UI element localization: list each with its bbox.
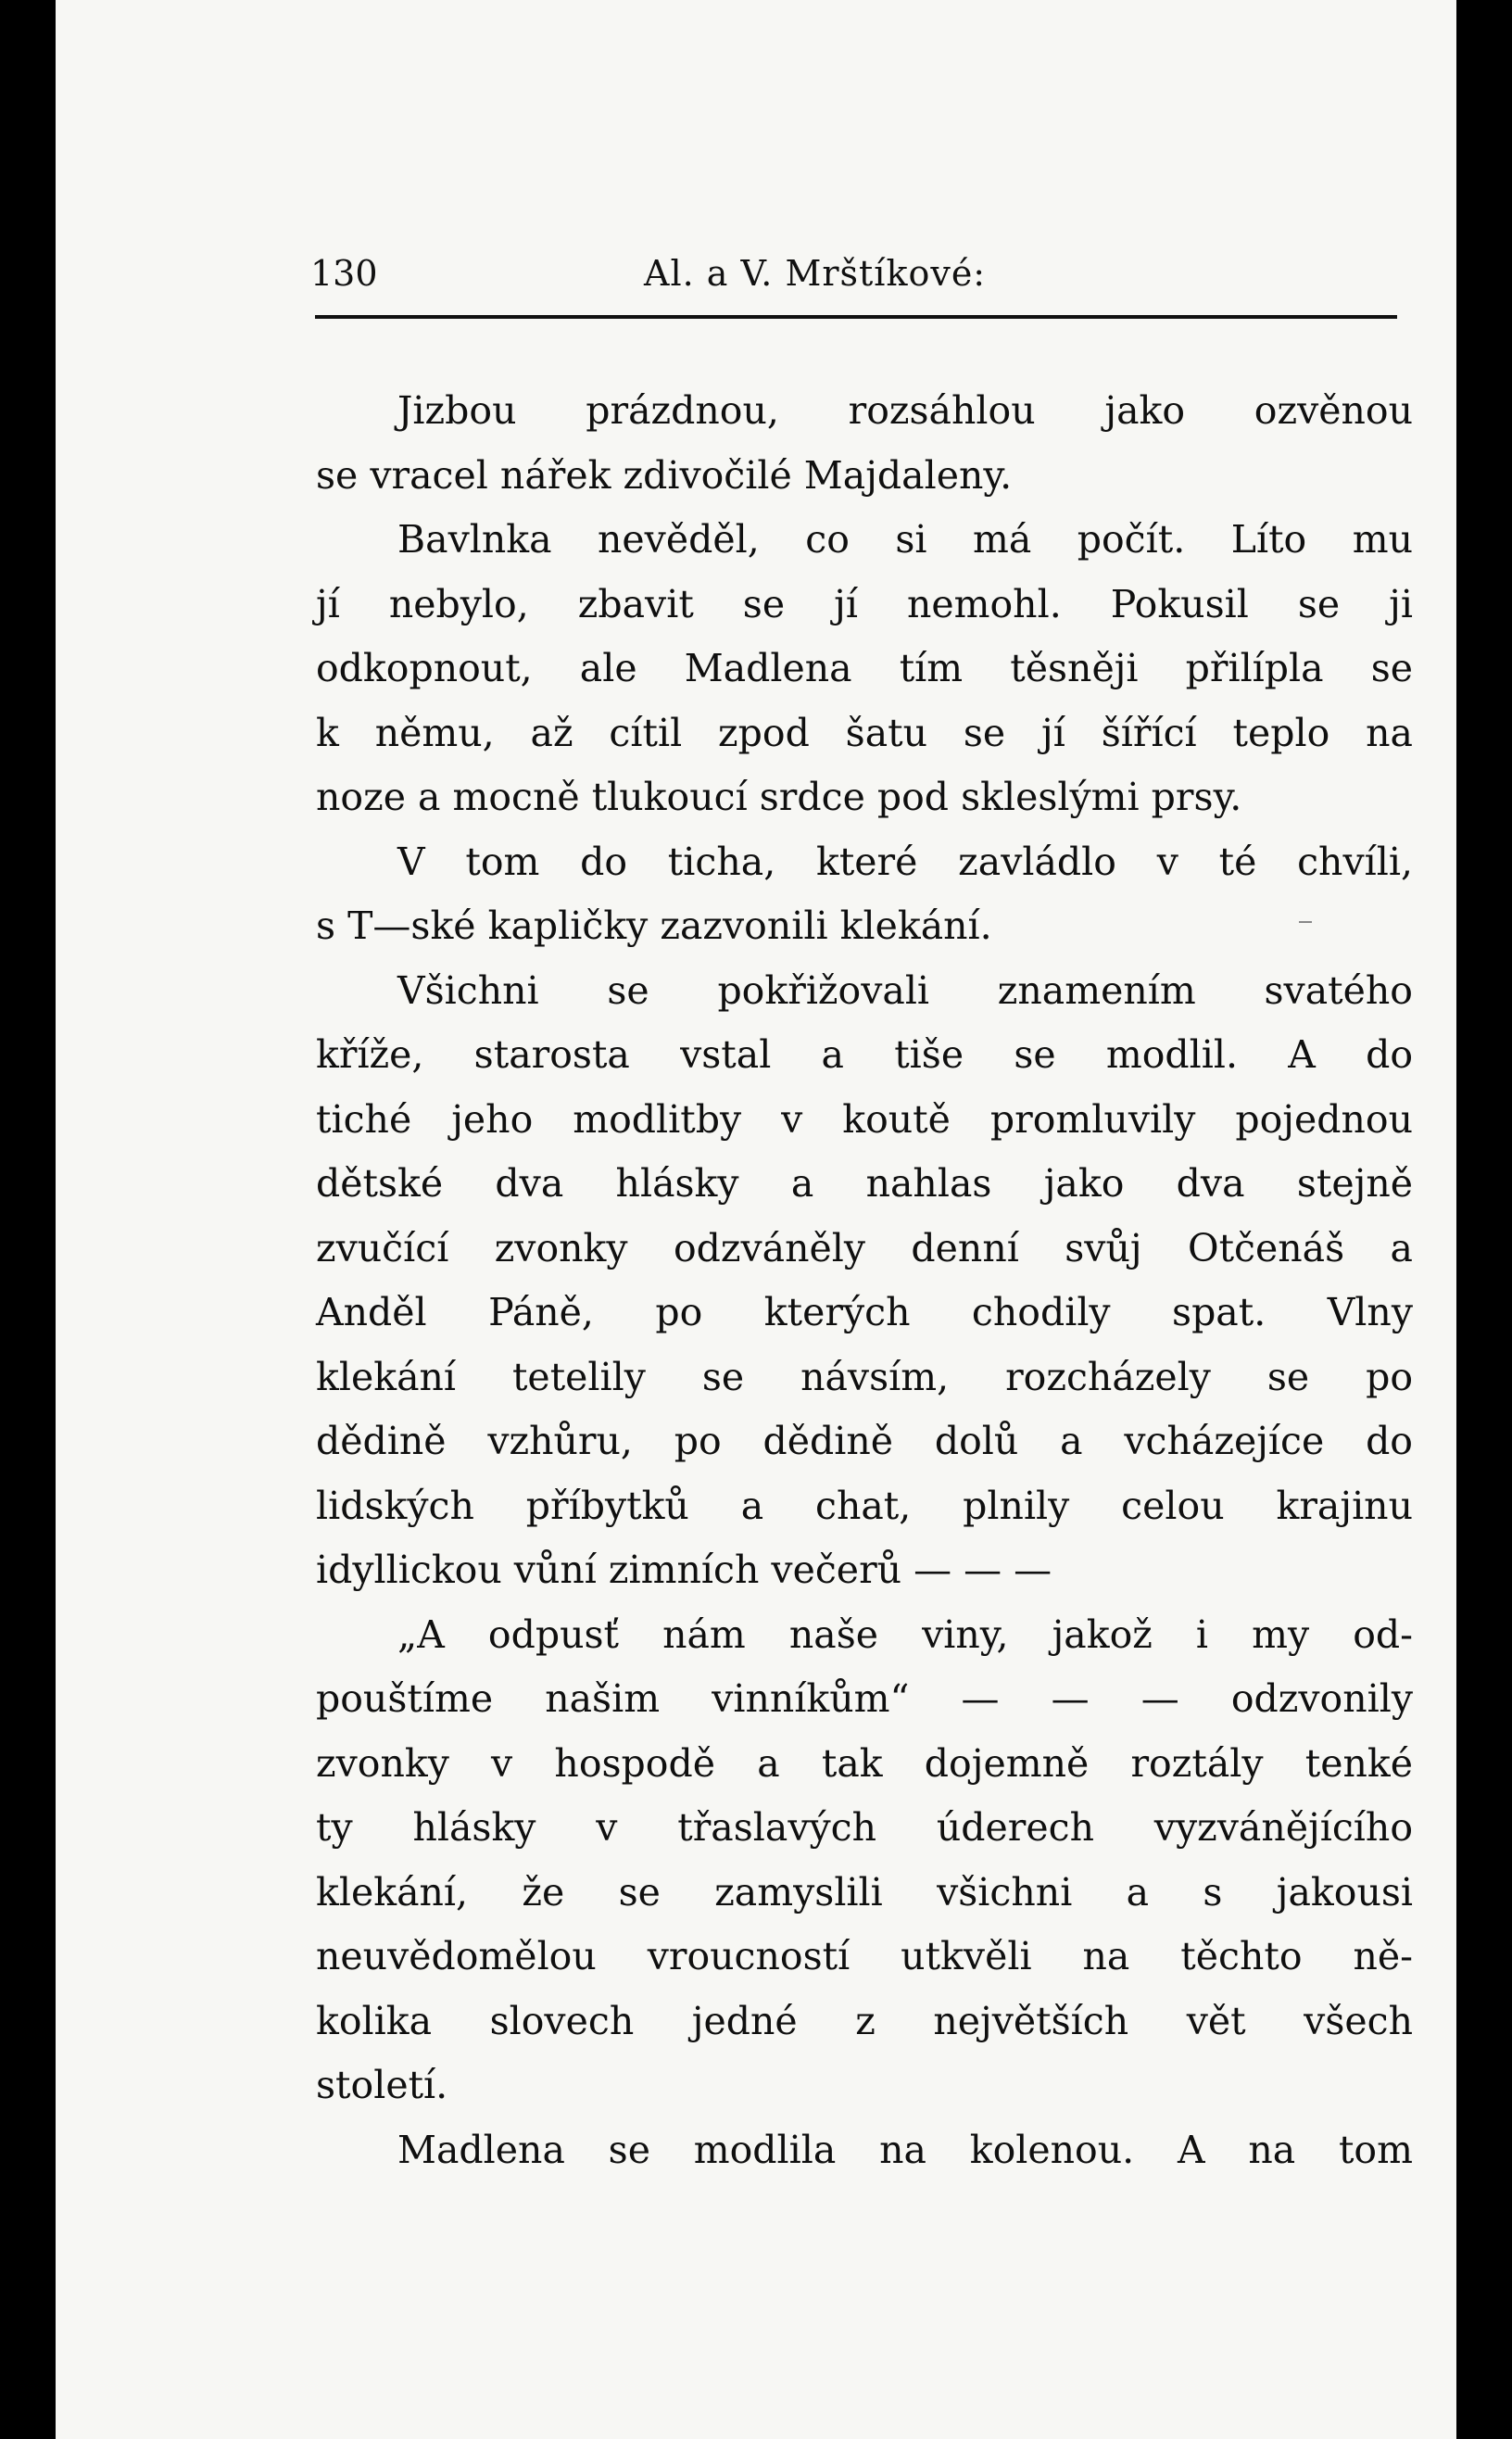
text-line: zvučící zvonky odzváněly denní svůj Otčenáš a — [316, 1225, 1413, 1270]
text-line: noze a mocně tlukoucí srdce pod skleslými prsy. — [316, 775, 1242, 819]
running-title: Al. a V. Mrštíkové: — [644, 253, 987, 294]
text-line: jí nebylo, zbavit se jí nemohl. Pokusil se ji — [316, 581, 1413, 626]
text-line: „A odpusť nám naše viny, jakož i my od- — [397, 1611, 1413, 1657]
text-line: neuvědomělou vroucností utkvěli na těchto ně- — [316, 1934, 1413, 1978]
text-line: V tom do ticha, které zavládlo v té chvíli, — [397, 839, 1413, 884]
text-line: klekání, že se zamyslili všichni a s jakousi — [316, 1869, 1413, 1915]
header-rule — [315, 315, 1397, 319]
text-line: Všichni se pokřižovali znamením svatého — [397, 967, 1413, 1013]
text-line: kříže, starosta vstal a tiše se modlil. A do — [316, 1032, 1413, 1077]
book-page — [56, 0, 1456, 2439]
text-line: idyllickou vůní zimních večerů — — — — [316, 1548, 1052, 1592]
text-line: století. — [316, 2063, 448, 2107]
text-line: Bavlnka nevěděl, co si má počít. Líto mu — [397, 517, 1413, 562]
text-line: odkopnout, ale Madlena tím těsněji přilípla se — [316, 646, 1413, 690]
page-header — [310, 246, 1406, 301]
text-line: k němu, až cítil zpod šatu se jí šířící teplo na — [316, 710, 1413, 755]
text-line: dědině vzhůru, po dědině dolů a vcházejíce do — [316, 1419, 1413, 1463]
text-line: pouštíme našim vinníkům“ — — — odzvonily — [316, 1676, 1413, 1721]
text-line: lidských příbytků a chat, plnily celou krajinu — [316, 1483, 1413, 1528]
text-line: klekání tetelily se návsím, rozcházely se po — [316, 1354, 1413, 1399]
body-text — [316, 379, 1413, 2182]
text-line: kolika slovech jedné z největších vět všech — [316, 1998, 1413, 2043]
text-line: Jizbou prázdnou, rozsáhlou jako ozvěnou — [397, 388, 1413, 433]
text-line: ty hlásky v třaslavých úderech vyzvánějícího — [316, 1805, 1413, 1850]
page-number: 130 — [310, 253, 378, 294]
text-line: zvonky v hospodě a tak dojemně roztály tenké — [316, 1740, 1413, 1786]
text-line: Anděl Páně, po kterých chodily spat. Vlny — [316, 1290, 1413, 1334]
text-line: tiché jeho modlitby v koutě promluvily pojednou — [316, 1096, 1413, 1142]
text-line: s T—ské kapličky zazvonili klekání. — [316, 904, 992, 948]
text-line: se vracel nářek zdivočilé Majdaleny. — [316, 452, 1013, 498]
text-line: dětské dva hlásky a nahlas jako dva stejně — [316, 1161, 1413, 1206]
text-line: Madlena se modlila na kolenou. A na tom — [397, 2127, 1413, 2172]
